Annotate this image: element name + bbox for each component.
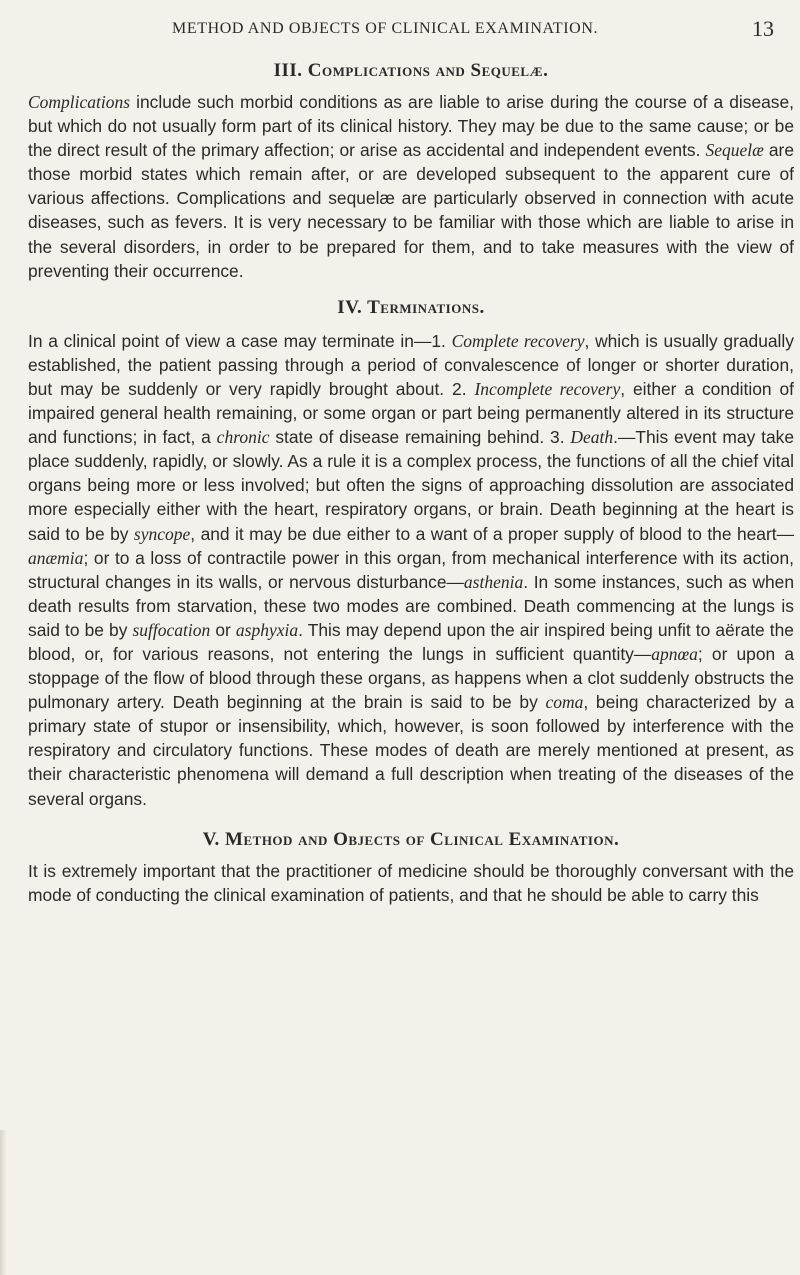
paragraph-clinical-examination [28, 859, 794, 907]
paragraph-terminations [28, 329, 794, 811]
text-run: ; or to a loss of contractile power in this organ, from mechanical interference with its action, structural changes in its walls, or nervous disturbance— [28, 547, 794, 592]
text-run: , either a condition of impaired general health remaining, or some organ or part being permanently altered in its structure and functions; in fact, a [28, 378, 794, 448]
text-run: , which is usually gradually established, the patient passing through a period of convalescence of longer or shorter duration, but may be suddenly or very rapidly brought about. 2. [28, 330, 794, 399]
text-run: are those morbid states which remain after, or are developed subsequent to the apparent cure of various affections. Complications and sequelæ are particularly observed in connection with acute diseases, such as fevers. It is very necessary to be familiar with those which are liable to arise in the several disorders, in order to be prepared for them, and to take measures with the view of preventing their occurrence. [28, 140, 794, 281]
text-run: , and it may be due either to a want of a proper supply of blood to the heart— [190, 523, 794, 544]
page-number: 13 [752, 16, 774, 41]
italic-term: Sequelæ [705, 140, 764, 161]
italic-term: Complete recovery [451, 330, 585, 351]
page-header [0, 16, 800, 46]
italic-term: anæmia [28, 547, 84, 568]
text-run: ; or upon a stoppage of the flow of blood through these organs, as happens when a clot suddenly obstructs the pulmonary artery. Death beginning at the brain is said to be by [28, 643, 794, 713]
text-run: or [210, 619, 236, 640]
page-edge-shadow [0, 1130, 7, 1275]
italic-term: suffocation [132, 619, 211, 640]
page-body [28, 48, 794, 907]
text-run: . In some instances, such as when death results from starvation, these two modes are combined. Death commencing at the lungs is said to be by [28, 571, 794, 640]
italic-term: Death [570, 427, 614, 448]
section-heading-clinical-examination: V. Method and Objects of Clinical Examination. [202, 828, 620, 850]
section-heading-complications: III. Complications and Sequelæ. [273, 60, 549, 81]
italic-term: Incomplete recovery [474, 378, 621, 399]
italic-term: chronic [216, 427, 270, 448]
section-heading-terminations: IV. Terminations. [337, 296, 485, 318]
italic-term: syncope [133, 523, 191, 544]
italic-term: coma [545, 692, 584, 713]
text-run: In a clinical point of view a case may terminate in—1. [28, 330, 452, 351]
paragraph-complications [28, 90, 794, 283]
running-title: METHOD AND OBJECTS OF CLINICAL EXAMINATION. [172, 20, 599, 37]
italic-term: asthenia [463, 571, 524, 592]
text-run: It is extremely important that the practitioner of medicine should be thoroughly conversant with the mode of conducting the clinical examination of patients, and that he should be able to carry this [28, 860, 794, 905]
italic-term: Complications [28, 92, 131, 112]
text-run: . This may depend upon the air inspired being unfit to aërate the blood, or, for various reasons, not entering the lungs in sufficient quantity— [28, 619, 794, 664]
text-run: , being characterized by a primary state of stupor or insensibility, which, however, is soon followed by interference with the respiratory and circulatory functions. These modes of death are merely mentioned at present, as their characteristic phenomena will demand a full description when treating of the diseases of the several organs. [28, 692, 794, 809]
italic-term: asphyxia [235, 619, 299, 640]
text-run: .—This event may take place suddenly, rapidly, or slowly. As a rule it is a complex process, the functions of all the chief vital organs being more or less involved; but often the signs of approaching dissolution are associated more especially either with the heart, respiratory organs, or brain. Death beginning at the heart is said to be by [28, 427, 794, 544]
text-run: state of disease remaining behind. 3. [269, 427, 571, 448]
text-run: include such morbid conditions as are liable to arise during the course of a disease, but which do not usually form part of its clinical history. They may be due to the same cause; or be the direct result of the primary affection; or arise as accidental and independent events. [28, 92, 794, 161]
italic-term: apnœa [651, 643, 698, 664]
